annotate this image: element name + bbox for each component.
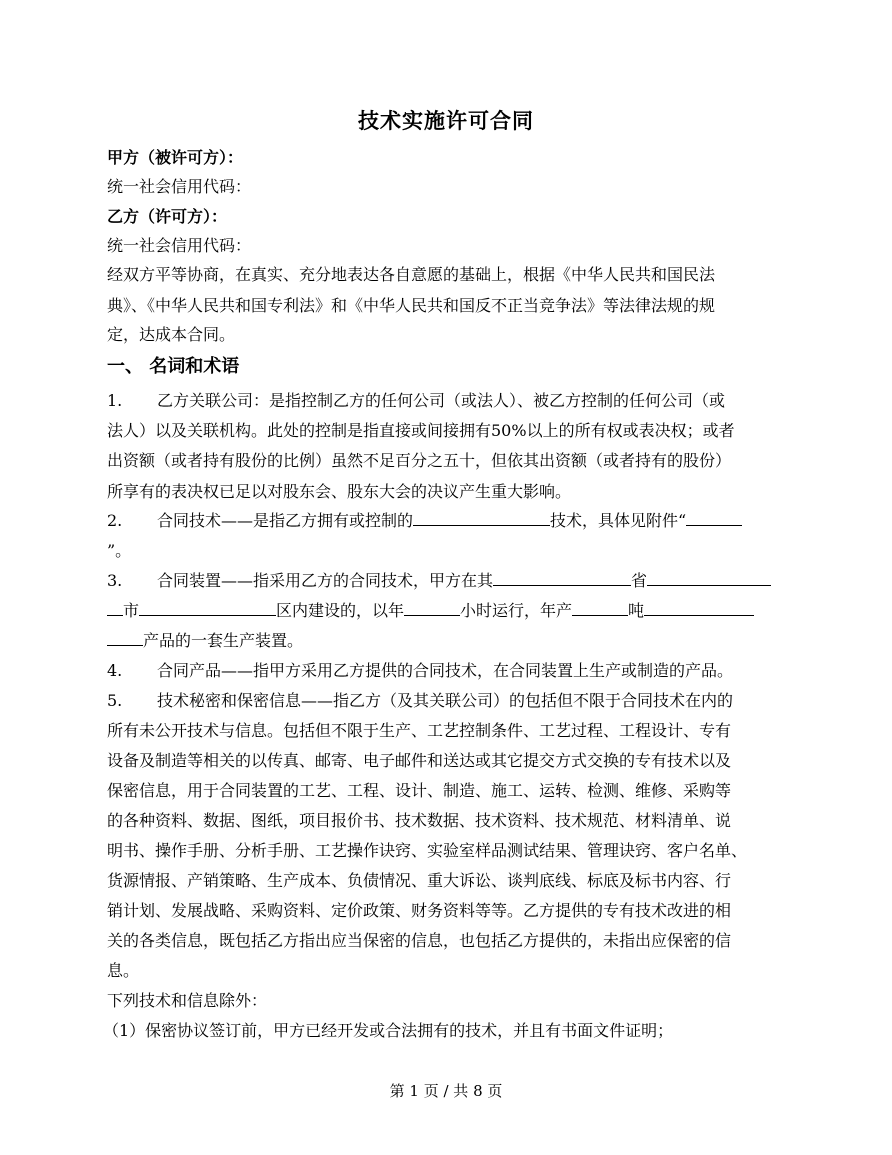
blank-field (686, 511, 742, 526)
list-item: 5. 技术秘密和保密信息——指乙方（及其关联公司）的包括但不限于合同技术在内的 (107, 691, 734, 710)
item-text: 货源情报、产销策略、生产成本、负债情况、重大诉讼、谈判底线、标底及标书内容、行 (107, 871, 732, 890)
page-title: 技术实施许可合同 (358, 108, 534, 133)
item-number: 4. (107, 661, 123, 680)
section-heading: 一、 名词和术语 (107, 356, 240, 377)
item-text: 设备及制造等相关的以传真、邮寄、电子邮件和送达或其它提交方式交换的专有技术以及 (107, 751, 732, 770)
intro-line: 典》、《中华人民共和国专利法》和《中华人民共和国反不正当竞争法》等法律法规的规 (107, 296, 716, 315)
blank-field (493, 571, 631, 586)
blank-field (413, 511, 550, 526)
blank-field (107, 631, 143, 646)
list-item: 3. 合同装置——指采用乙方的合同技术，甲方在其 省 (107, 571, 771, 591)
credit-code-a-label: 统一社会信用代码： (107, 177, 252, 196)
exceptions-heading: 下列技术和信息除外： (107, 991, 268, 1010)
item-text: 的各种资料、数据、图纸，项目报价书、技术数据、技术资料、技术规范、材料清单、说 (107, 811, 732, 830)
list-item (107, 391, 725, 411)
credit-code-b-label: 统一社会信用代码： (107, 236, 252, 255)
blank-field (644, 601, 754, 616)
item-text: 息。 (107, 961, 140, 980)
list-item: 4. 合同产品——指甲方采用乙方提供的合同技术，在合同装置上生产或制造的产品。 (107, 661, 734, 680)
party-b-label: 乙方（许可方）： (107, 207, 228, 226)
blank-field (139, 601, 276, 616)
item-text: 所享有的表决权已足以对股东会、股东大会的决议产生重大影响。 (107, 482, 572, 501)
party-a-label: 甲方（被许可方）： (107, 148, 244, 167)
item-text: ”。 (107, 541, 132, 560)
item-text: 销计划、发展战略、采购资料、定价政策、财务资料等等。乙方提供的专有技术改进的相 (107, 901, 732, 920)
item-number: 3. (107, 571, 123, 590)
item-number: 1. (107, 391, 123, 410)
page-footer: 第 1 页 / 共 8 页 (389, 1082, 503, 1100)
item-text: 明书、操作手册、分析手册、工艺操作诀窍、实验室样品测试结果、管理诀窍、客户名单、 (107, 841, 748, 860)
blank-field (107, 601, 123, 616)
item-text: 产品的一套生产装置。 (107, 631, 303, 651)
list-item: 2. 合同技术——是指乙方拥有或控制的 技术，具体见附件“ (107, 511, 742, 531)
item-text: 乙方关联公司：是指控制乙方的任何公司（或法人）、被乙方控制的任何公司（或 (157, 391, 726, 410)
blank-field (647, 571, 771, 586)
blank-field (572, 601, 628, 616)
blank-field (404, 601, 460, 616)
item-text: 法人）以及关联机构。此处的控制是指直接或间接拥有50%以上的所有权或表决权；或者 (107, 421, 735, 440)
item-text: 所有未公开技术与信息。包括但不限于生产、工艺控制条件、工艺过程、工程设计、专有 (107, 721, 732, 740)
intro-line: 经双方平等协商，在真实、充分地表达各自意愿的基础上，根据《中华人民共和国民法 (107, 265, 716, 284)
item-text: 出资额（或者持有股份的比例）虽然不足百分之五十，但依其出资额（或者持有的股份） (107, 451, 732, 470)
item-number: 2. (107, 511, 123, 530)
item-number: 5. (107, 691, 123, 710)
item-text: 市 区内建设的，以年 小时运行，年产 吨 (107, 601, 754, 621)
item-text: 保密信息，用于合同装置的工艺、工程、设计、制造、施工、运转、检测、维修、采购等 (107, 781, 732, 800)
exception-item: （1）保密协议签订前，甲方已经开发或合法拥有的技术，并且有书面文件证明； (103, 1021, 674, 1040)
item-text: 关的各类信息，既包括乙方指出应当保密的信息，也包括乙方提供的，未指出应保密的信 (107, 931, 732, 950)
intro-line: 定，达成本合同。 (107, 325, 236, 344)
